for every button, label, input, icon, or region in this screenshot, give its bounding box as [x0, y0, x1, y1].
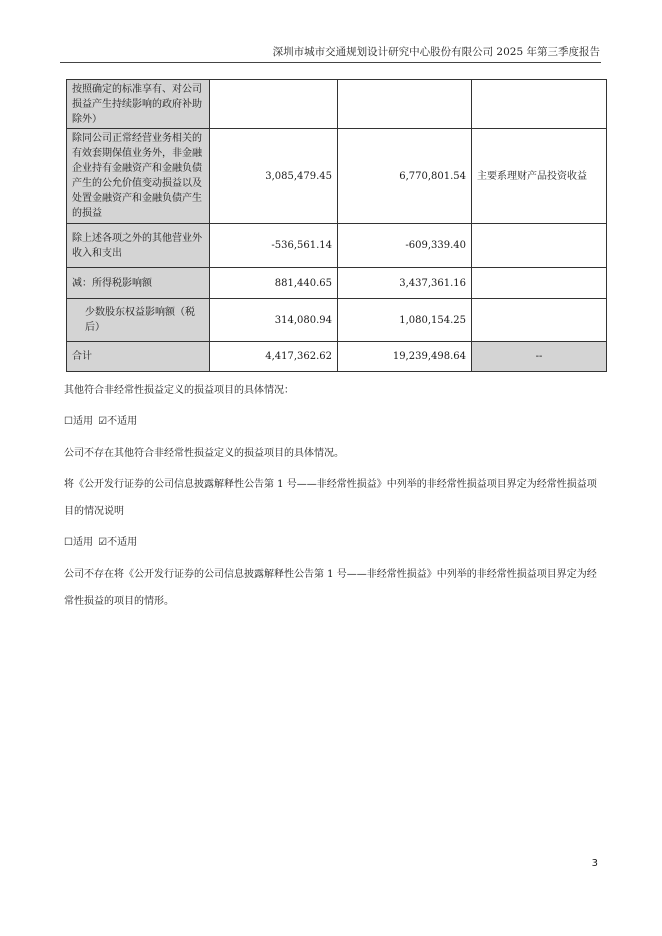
year-to-date-value: -609,339.40 — [338, 224, 472, 268]
paragraph-reclassification-line-2: 目的情况说明 — [64, 506, 124, 517]
header-divider — [60, 62, 601, 63]
row-label: 少数股东权益影响额（税后） — [67, 299, 210, 342]
checkbox-not-applicable: ☑不适用 — [98, 537, 138, 548]
checkbox-applicable: ☐适用 — [64, 537, 93, 548]
year-to-date-value — [338, 80, 472, 129]
paragraph-reclassification-line-1: 将《公开发行证券的公司信息披露解释性公告第 1 号——非经常性损益》中列举的非经常性损益项目界定为经常性损益项 — [64, 479, 597, 490]
checkbox-applicable: ☐适用 — [64, 416, 93, 427]
page-number: 3 — [591, 858, 598, 869]
table-row — [67, 129, 607, 224]
row-label: 合计 — [67, 342, 210, 372]
year-to-date-value: 19,239,498.64 — [338, 342, 472, 372]
applicability-checkbox-row-1 — [64, 415, 604, 429]
row-note — [472, 80, 607, 129]
report-header: 深圳市城市交通规划设计研究中心股份有限公司 2025 年第三季度报告 — [272, 46, 600, 58]
paragraph-no-other-items: 公司不存在其他符合非经常性损益定义的损益项目的具体情况。 — [64, 448, 344, 459]
row-note — [472, 268, 607, 299]
row-label: 按照确定的标准享有、对公司损益产生持续影响的政府补助除外） — [67, 80, 210, 129]
table-row-total — [67, 342, 607, 372]
year-to-date-value: 3,437,361.16 — [338, 268, 472, 299]
row-note: 主要系理财产品投资收益 — [472, 129, 607, 224]
non-recurring-items-table — [66, 79, 607, 372]
current-period-value: 881,440.65 — [210, 268, 338, 299]
row-note: -- — [472, 342, 607, 372]
current-period-value: 3,085,479.45 — [210, 129, 338, 224]
applicability-checkbox-row-2 — [64, 536, 604, 550]
current-period-value — [210, 80, 338, 129]
row-note — [472, 299, 607, 342]
checkbox-not-applicable: ☑不适用 — [98, 416, 138, 427]
current-period-value: 314,080.94 — [210, 299, 338, 342]
current-period-value: 4,417,362.62 — [210, 342, 338, 372]
table-row — [67, 268, 607, 299]
paragraph-no-reclassification-line-2: 常性损益的项目的情形。 — [64, 596, 174, 607]
table-row — [67, 299, 607, 342]
row-label: 减：所得税影响额 — [67, 268, 210, 299]
paragraph-no-reclassification-line-1: 公司不存在将《公开发行证券的公司信息披露解释性公告第 1 号——非经常性损益》中列举的非经常性损益项目界定为经 — [64, 569, 597, 580]
row-label: 除同公司正常经营业务相关的有效套期保值业务外，非金融企业持有金融资产和金融负债产生的公允价值变动损益以及处置金融资产和金融负债产生的损益 — [67, 129, 210, 224]
paragraph-other-items: 其他符合非经常性损益定义的损益项目的具体情况： — [64, 385, 294, 396]
year-to-date-value: 6,770,801.54 — [338, 129, 472, 224]
year-to-date-value: 1,080,154.25 — [338, 299, 472, 342]
row-label: 除上述各项之外的其他营业外收入和支出 — [67, 224, 210, 268]
row-note — [472, 224, 607, 268]
current-period-value: -536,561.14 — [210, 224, 338, 268]
table-row — [67, 80, 607, 129]
table-row — [67, 224, 607, 268]
